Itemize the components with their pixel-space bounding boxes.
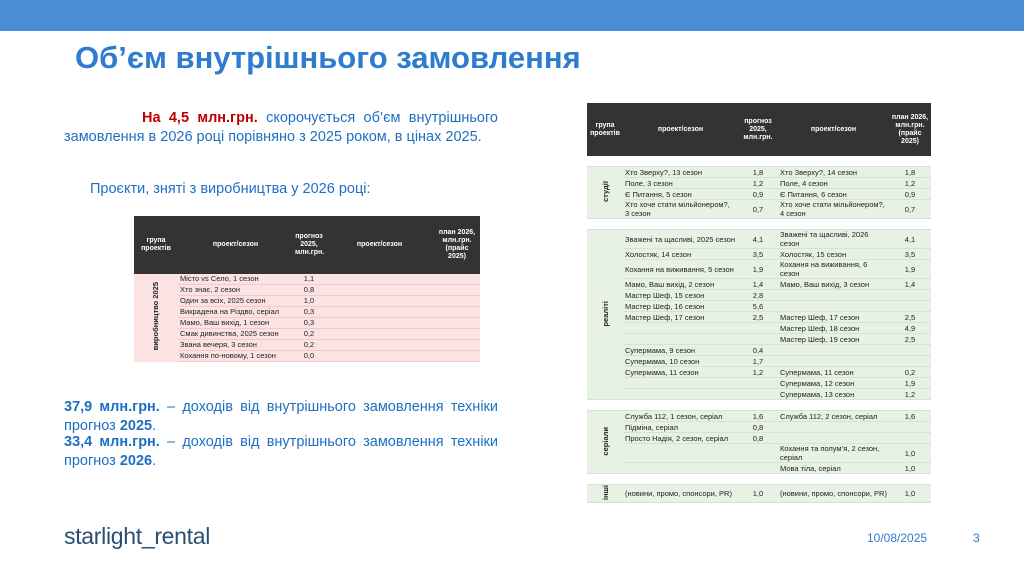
stat-2026-text: – доходів від внутрішнього замовлення техніки прогноз — [64, 434, 498, 469]
table-row — [587, 378, 931, 389]
plan-cell — [889, 433, 931, 444]
stat-2025-year: 2025 — [119, 418, 153, 434]
forecast-cell: 1,8 — [738, 167, 778, 178]
intro-text: скорочується об’єм внутрішнього замовлення в 2026 році порівняно з 2025 роком, в цінах 2025. — [64, 110, 498, 145]
forecast-cell: 1,2 — [738, 178, 778, 189]
plan-cell — [889, 301, 931, 312]
project-2026-cell — [325, 285, 434, 296]
project-2026-cell — [325, 340, 434, 351]
project-cell: Мастер Шеф, 15 сезон — [623, 290, 738, 301]
table-row — [587, 230, 931, 249]
plan-cell: 0,9 — [889, 189, 931, 200]
table-row — [587, 301, 931, 312]
group-label: студії — [600, 181, 610, 202]
table-row — [587, 200, 931, 219]
intro-paragraph — [64, 109, 498, 147]
header-project-2026: проект/сезон — [325, 216, 434, 274]
table-row — [587, 463, 931, 474]
spacer-row — [587, 400, 931, 411]
project-cell — [623, 444, 738, 463]
project-2026-cell: Кохання на виживання, 6 сезон — [778, 260, 889, 279]
table-row — [587, 444, 931, 463]
spacer-cell — [778, 156, 889, 167]
table-row — [587, 433, 931, 444]
project-2026-cell: Холостяк, 15 сезон — [778, 249, 889, 260]
forecast-cell: 0,3 — [293, 318, 325, 329]
forecast-cell: 0,0 — [293, 351, 325, 362]
forecast-cell: 0,2 — [293, 340, 325, 351]
project-2026-cell: Хто хоче стати мільйонером?, 4 сезон — [778, 200, 889, 219]
project-cell: Один за всіх, 2025 сезон — [178, 296, 293, 307]
project-2026-cell: Кохання та полум’я, 2 сезон, серіал — [778, 444, 889, 463]
project-cell: Є Питання, 5 сезон — [623, 189, 738, 200]
plan-cell — [889, 345, 931, 356]
group-label: серіали — [600, 426, 610, 456]
project-2026-cell: Є Питання, 6 сезон — [778, 189, 889, 200]
forecast-cell: 1,0 — [293, 296, 325, 307]
plan-cell: 1,0 — [889, 485, 931, 503]
table-row — [587, 389, 931, 400]
spacer-cell — [889, 219, 931, 230]
spacer-cell — [587, 400, 623, 411]
company-logo: starlight_rental — [64, 523, 211, 549]
table-row — [587, 312, 931, 323]
table-row — [587, 290, 931, 301]
table-row — [587, 334, 931, 345]
project-2026-cell — [778, 301, 889, 312]
plan-cell — [434, 351, 480, 362]
cancelled-projects-table — [134, 216, 480, 362]
forecast-cell: 1,9 — [738, 260, 778, 279]
project-cell: Мастер Шеф, 16 сезон — [623, 301, 738, 312]
project-2026-cell: Мамо, Ваш вихід, 3 сезон — [778, 279, 889, 290]
project-cell: Супермама, 11 сезон — [623, 367, 738, 378]
table-row — [587, 367, 931, 378]
plan-cell: 1,8 — [889, 167, 931, 178]
project-2026-cell — [325, 351, 434, 362]
header-forecast: прогноз 2025, млн.грн. — [293, 216, 325, 274]
project-cell: Хто хоче стати мільйонером?, 3 сезон — [623, 200, 738, 219]
plan-cell: 1,9 — [889, 378, 931, 389]
projects-comparison-table — [587, 103, 931, 503]
project-2026-cell: Хто Зверху?, 14 сезон — [778, 167, 889, 178]
forecast-cell — [738, 463, 778, 474]
plan-cell — [434, 318, 480, 329]
project-2026-cell — [778, 356, 889, 367]
project-2026-cell: Мастер Шеф, 19 сезон — [778, 334, 889, 345]
stat-2026-end: . — [152, 453, 157, 469]
table-row — [587, 356, 931, 367]
project-2026-cell: Зважені та щасливі, 2026 сезон — [778, 230, 889, 249]
forecast-cell: 0,9 — [738, 189, 778, 200]
project-2026-cell: Мастер Шеф, 17 сезон — [778, 312, 889, 323]
group-label: реаліті — [600, 300, 610, 327]
forecast-cell: 2,5 — [738, 312, 778, 323]
plan-cell: 1,9 — [889, 260, 931, 279]
stat-2025-end: . — [152, 418, 157, 434]
plan-cell: 1,2 — [889, 389, 931, 400]
forecast-cell — [738, 378, 778, 389]
project-2026-cell: Служба 112, 2 сезон, серіал — [778, 411, 889, 422]
project-cell: Кохання по-новому, 1 сезон — [178, 351, 293, 362]
project-2026-cell — [778, 433, 889, 444]
header-project: проект/сезон — [623, 103, 738, 156]
table-row — [134, 318, 480, 329]
plan-cell — [434, 329, 480, 340]
plan-cell — [434, 296, 480, 307]
spacer-cell — [738, 400, 778, 411]
spacer-cell — [778, 219, 889, 230]
plan-cell: 1,4 — [889, 279, 931, 290]
slide-title: Об’єм внутрішнього замовлення — [75, 40, 581, 75]
project-cell: Смак дивинства, 2025 сезон — [178, 329, 293, 340]
spacer-cell — [623, 400, 738, 411]
forecast-cell: 1,0 — [738, 485, 778, 503]
stat-2025-text: – доходів від внутрішнього замовлення техніки прогноз — [64, 399, 498, 434]
stat-2025-value: 37,9 млн.грн. — [64, 399, 160, 415]
forecast-cell: 0,8 — [738, 422, 778, 433]
table-row — [134, 296, 480, 307]
spacer-cell — [623, 219, 738, 230]
plan-cell — [434, 274, 480, 285]
project-2026-cell: Супермама, 12 сезон — [778, 378, 889, 389]
forecast-cell — [738, 444, 778, 463]
group-cell — [587, 485, 623, 503]
project-cell: Хто Зверху?, 13 сезон — [623, 167, 738, 178]
table-row — [587, 178, 931, 189]
plan-cell — [434, 307, 480, 318]
spacer-cell — [889, 156, 931, 167]
project-cell: Зважені та щасливі, 2025 сезон — [623, 230, 738, 249]
plan-cell — [434, 340, 480, 351]
spacer-cell — [738, 219, 778, 230]
project-cell — [623, 463, 738, 474]
forecast-cell: 0,3 — [293, 307, 325, 318]
forecast-cell: 4,1 — [738, 230, 778, 249]
group-label: інші — [600, 485, 610, 500]
plan-cell — [889, 356, 931, 367]
plan-cell: 1,6 — [889, 411, 931, 422]
project-2026-cell: Мастер Шеф, 18 сезон — [778, 323, 889, 334]
forecast-cell: 0,8 — [738, 433, 778, 444]
project-cell: Мастер Шеф, 17 сезон — [623, 312, 738, 323]
project-cell: Викрадена на Різдво, серіал — [178, 307, 293, 318]
project-2026-cell — [778, 345, 889, 356]
spacer-cell — [587, 156, 623, 167]
cancelled-projects-subtitle: Проєкти, зняті з виробництва у 2026 році: — [90, 181, 371, 197]
spacer-cell — [738, 156, 778, 167]
intro-highlight: На 4,5 млн.грн. — [142, 110, 258, 126]
top-accent-bar — [0, 0, 1024, 31]
page-number: 3 — [973, 531, 980, 545]
spacer-cell — [778, 474, 889, 485]
plan-cell: 3,5 — [889, 249, 931, 260]
group-cell — [587, 230, 623, 400]
group-cell — [587, 167, 623, 219]
table-row — [587, 260, 931, 279]
plan-cell: 1,0 — [889, 444, 931, 463]
header-group: група проектів — [587, 103, 623, 156]
group-cell — [587, 411, 623, 474]
forecast-cell: 1,1 — [293, 274, 325, 285]
forecast-cell: 0,2 — [293, 329, 325, 340]
spacer-cell — [623, 474, 738, 485]
plan-cell: 0,2 — [889, 367, 931, 378]
forecast-cell: 1,2 — [738, 367, 778, 378]
project-2026-cell: Мова тіла, серіал — [778, 463, 889, 474]
forecast-cell: 1,4 — [738, 279, 778, 290]
project-cell: Місто vs Село, 1 сезон — [178, 274, 293, 285]
table-row — [587, 249, 931, 260]
spacer-cell — [623, 156, 738, 167]
forecast-cell: 2,8 — [738, 290, 778, 301]
project-cell: Супермама, 10 сезон — [623, 356, 738, 367]
plan-cell — [434, 285, 480, 296]
project-cell — [623, 378, 738, 389]
plan-cell — [889, 422, 931, 433]
project-2026-cell — [325, 307, 434, 318]
project-2026-cell — [325, 296, 434, 307]
project-cell: Холостяк, 14 сезон — [623, 249, 738, 260]
stat-2025 — [64, 398, 498, 436]
table-row — [587, 422, 931, 433]
project-cell: (новини, промо, спонсори, PR) — [623, 485, 738, 503]
table-row — [134, 307, 480, 318]
spacer-cell — [778, 400, 889, 411]
project-cell: Супермама, 9 сезон — [623, 345, 738, 356]
project-2026-cell: Поле, 4 сезон — [778, 178, 889, 189]
plan-cell — [889, 290, 931, 301]
spacer-row — [587, 156, 931, 167]
table-row — [587, 323, 931, 334]
project-cell: Поле, 3 сезон — [623, 178, 738, 189]
project-cell: Підміна, серіал — [623, 422, 738, 433]
table-row — [134, 274, 480, 285]
stat-2026-value: 33,4 млн.грн. — [64, 434, 160, 450]
forecast-cell — [738, 323, 778, 334]
forecast-cell: 0,8 — [293, 285, 325, 296]
table-row — [134, 329, 480, 340]
table-row — [587, 485, 931, 503]
forecast-cell: 5,6 — [738, 301, 778, 312]
header-project-2026: проект/сезон — [778, 103, 889, 156]
forecast-cell — [738, 389, 778, 400]
table-row — [134, 285, 480, 296]
forecast-cell: 0,4 — [738, 345, 778, 356]
group-label: виробництво 2025 — [151, 282, 160, 351]
forecast-cell: 1,6 — [738, 411, 778, 422]
table-row — [587, 189, 931, 200]
project-2026-cell: (новини, промо, спонсори, PR) — [778, 485, 889, 503]
project-2026-cell — [325, 329, 434, 340]
plan-cell: 0,7 — [889, 200, 931, 219]
project-cell: Звана вечеря, 3 сезон — [178, 340, 293, 351]
project-2026-cell — [778, 290, 889, 301]
table-row — [587, 411, 931, 422]
spacer-cell — [738, 474, 778, 485]
header-project: проект/сезон — [178, 216, 293, 274]
project-cell: Кохання на виживання, 5 сезон — [623, 260, 738, 279]
table-row — [134, 351, 480, 362]
header-group: група проектів — [134, 216, 178, 274]
project-cell — [623, 389, 738, 400]
plan-cell: 1,0 — [889, 463, 931, 474]
project-2026-cell — [325, 274, 434, 285]
spacer-cell — [889, 400, 931, 411]
header-forecast: прогноз 2025, млн.грн. — [738, 103, 778, 156]
spacer-row — [587, 474, 931, 485]
project-cell: Мамо, Ваш вихід, 2 сезон — [623, 279, 738, 290]
spacer-cell — [889, 474, 931, 485]
header-plan: план 2026, млн.грн. (прайс 2025) — [889, 103, 931, 156]
forecast-cell: 0,7 — [738, 200, 778, 219]
project-2026-cell — [778, 422, 889, 433]
project-cell: Хто знає, 2 сезон — [178, 285, 293, 296]
project-2026-cell: Супермама, 13 сезон — [778, 389, 889, 400]
project-cell — [623, 323, 738, 334]
table-row — [587, 167, 931, 178]
project-cell — [623, 334, 738, 345]
stat-2026-year: 2026 — [119, 453, 153, 469]
slide-date: 10/08/2025 — [867, 531, 928, 545]
plan-cell: 2,5 — [889, 312, 931, 323]
plan-cell: 4,9 — [889, 323, 931, 334]
stat-2026 — [64, 433, 498, 471]
plan-cell: 2,5 — [889, 334, 931, 345]
spacer-cell — [587, 474, 623, 485]
project-2026-cell — [325, 318, 434, 329]
project-cell: Мамо, Ваш вихід, 1 сезон — [178, 318, 293, 329]
table-row — [587, 345, 931, 356]
table-row — [587, 279, 931, 290]
forecast-cell: 1,7 — [738, 356, 778, 367]
project-cell: Просто Надія, 2 сезон, серіал — [623, 433, 738, 444]
plan-cell: 4,1 — [889, 230, 931, 249]
group-cell — [134, 274, 178, 362]
spacer-cell — [587, 219, 623, 230]
project-2026-cell: Супермама, 11 сезон — [778, 367, 889, 378]
table-row — [134, 340, 480, 351]
project-cell: Служба 112, 1 сезон, серіал — [623, 411, 738, 422]
spacer-row — [587, 219, 931, 230]
header-plan: план 2026, млн.грн. (прайс 2025) — [434, 216, 480, 274]
forecast-cell: 3,5 — [738, 249, 778, 260]
forecast-cell — [738, 334, 778, 345]
plan-cell: 1,2 — [889, 178, 931, 189]
